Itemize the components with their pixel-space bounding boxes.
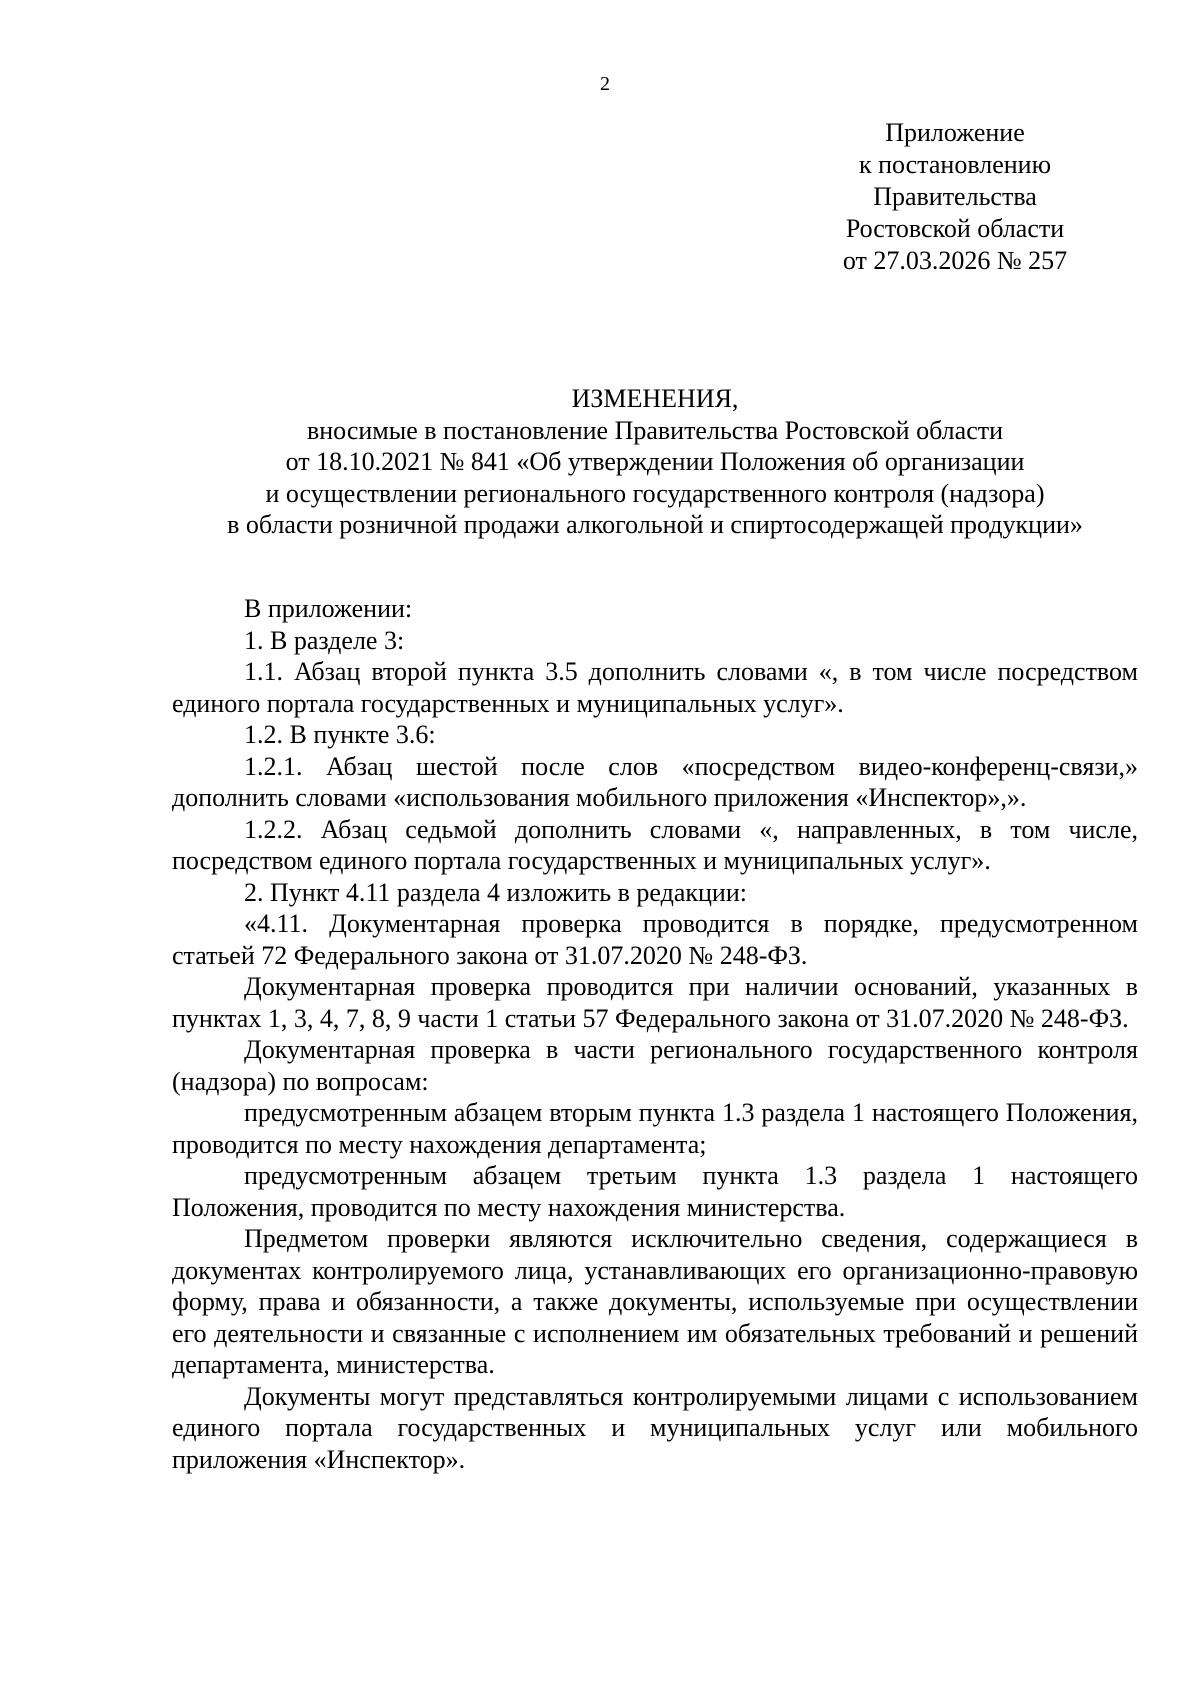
body-paragraph: В приложении: bbox=[244, 594, 413, 623]
appendix-line: Правительства bbox=[873, 182, 1037, 211]
body-paragraph: 2. Пункт 4.11 раздела 4 изложить в редакции: bbox=[244, 877, 747, 907]
document-title bbox=[172, 383, 1138, 541]
title-line: в области розничной продажи алкогольной и спиртосодержащей продукции» bbox=[227, 510, 1083, 539]
body-paragraph: 1.2. В пункте 3.6: bbox=[244, 720, 436, 749]
body-paragraph: Документарная проверка в части регионального государственного контроля (надзора) по вопросам: bbox=[172, 1035, 1138, 1096]
body-paragraph: Документарная проверка проводится при наличии оснований, указанных в пунктах 1, 3, 4, 7, 8, 9 части 1 статьи 57 Федерального закона от 31.07.2020 № 248-ФЗ. bbox=[172, 972, 1138, 1033]
body-paragraph: «4.11. Документарная проверка проводится в порядке, предусмотренном статьей 72 Федерального закона от 31.07.2020 № 248-ФЗ. bbox=[172, 909, 1138, 970]
appendix-line: от 27.03.2026 № 257 bbox=[842, 246, 1068, 275]
title-heading: ИЗМЕНЕНИЯ, bbox=[571, 384, 739, 413]
title-line: от 18.10.2021 № 841 «Об утверждении Положения об организации bbox=[285, 447, 1025, 476]
appendix-line: Приложение bbox=[885, 118, 1025, 147]
body-paragraph: предусмотренным абзацем третьим пункта 1.3 раздела 1 настоящего Положения, проводится по месту нахождения министерства. bbox=[172, 1161, 1138, 1222]
appendix-reference bbox=[830, 117, 1080, 277]
body-paragraph: Документы могут представляться контролируемыми лицами с использованием единого портала государственных и муниципальных услуг или мобильного приложения «Инспектор». bbox=[172, 1381, 1138, 1474]
title-line: вносимые в постановление Правительства Ростовской области bbox=[306, 415, 1004, 445]
document-body bbox=[172, 593, 1138, 1475]
body-paragraph: Предметом проверки являются исключительно сведения, содержащиеся в документах контролируемого лица, устанавливающих его организационно-правовую форму, права и обязанности, а также документы, используемые при осуществлении его деятельности и связанные с исполнением им обязательных требований и решений департамента, министерства. bbox=[172, 1224, 1138, 1379]
title-line: и осуществлении регионального государственного контроля (надзора) bbox=[265, 478, 1045, 508]
appendix-line: к постановлению bbox=[858, 150, 1052, 179]
body-paragraph: предусмотренным абзацем вторым пункта 1.3 раздела 1 настоящего Положения, проводится по месту нахождения департамента; bbox=[172, 1098, 1138, 1159]
body-paragraph: 1.1. Абзац второй пункта 3.5 дополнить словами «, в том числе посредством единого портала государственных и муниципальных услуг». bbox=[172, 657, 1138, 718]
appendix-line: Ростовской области bbox=[845, 214, 1065, 243]
page-number: 2 bbox=[600, 73, 610, 95]
body-paragraph: 1. В разделе 3: bbox=[244, 625, 405, 655]
body-paragraph: 1.2.2. Абзац седьмой дополнить словами «, направленных, в том числе, посредством единого портала государственных и муниципальных услуг». bbox=[172, 814, 1138, 875]
body-paragraph: 1.2.1. Абзац шестой после слов «посредством видео-конференц-связи,» дополнить словами «использования мобильного приложения «Инспектор»,». bbox=[172, 751, 1138, 812]
